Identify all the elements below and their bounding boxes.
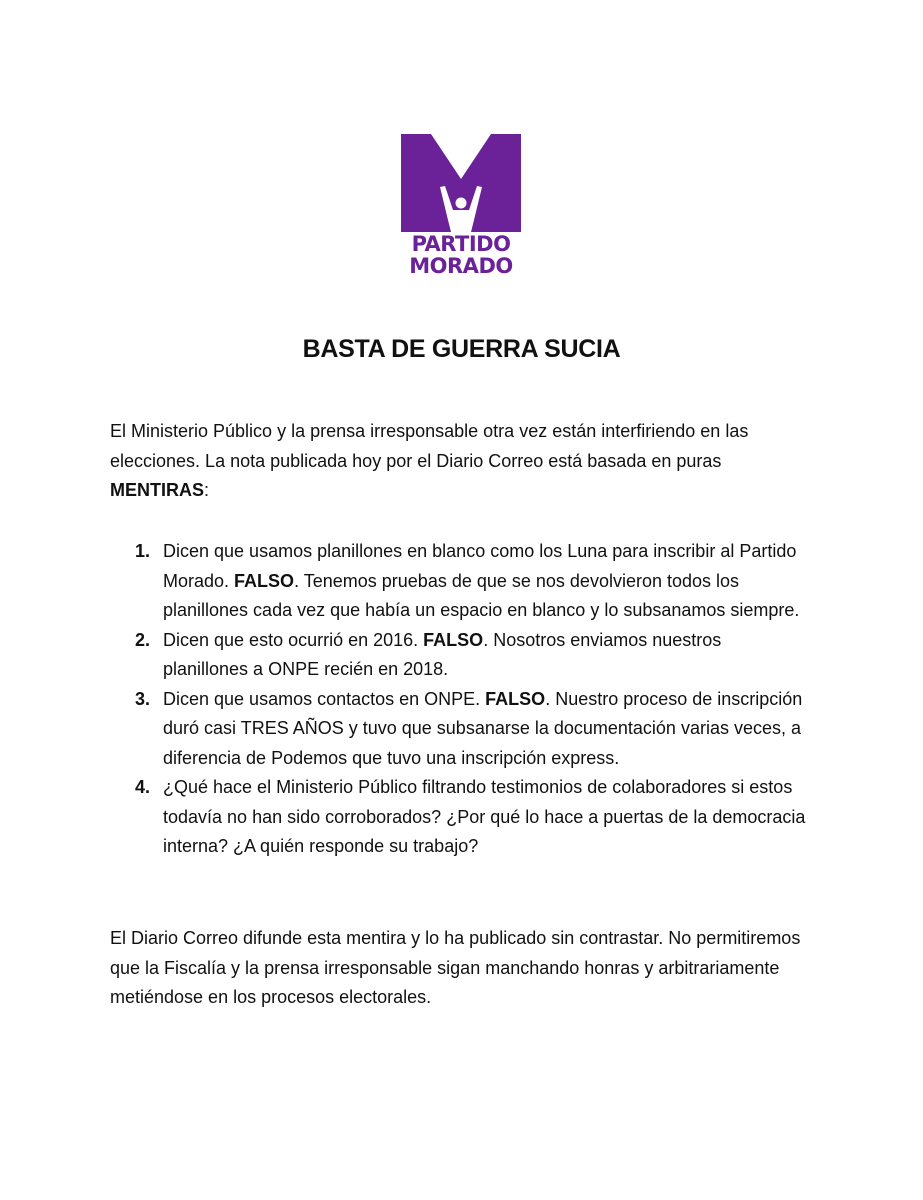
item-text: Dicen que esto ocurrió en 2016.	[163, 629, 424, 650]
item-text-after: . Nuestro proceso de inscripción duró casi TRES AÑOS y tuvo que subsanarse la documentación varias veces, a diferencia de Podemos que tuvo una inscripción express.	[163, 688, 803, 768]
intro-end: :	[204, 480, 210, 500]
item-bold: FALSO	[234, 570, 295, 591]
intro-text: El Ministerio Público y la prensa irresponsable otra vez están interfiriendo en las elecciones. La nota publicada hoy por el Diario Correo está basada en puras	[110, 421, 749, 471]
item-number: 4.	[135, 777, 151, 797]
list-item	[110, 626, 810, 685]
list-item	[110, 773, 810, 862]
partido-morado-logo	[401, 134, 521, 277]
document-title: BASTA DE GUERRA SUCIA	[302, 335, 621, 363]
claims-list	[110, 537, 810, 862]
logo-line-2: MORADO	[409, 254, 513, 278]
logo-m-mark	[401, 134, 521, 232]
item-number: 3.	[135, 688, 151, 709]
intro-emphasis: MENTIRAS	[110, 480, 204, 500]
closing-paragraph: El Diario Correo difunde esta mentira y lo ha publicado sin contrastar. No permitiremos que la Fiscalía y la prensa irresponsable sigan manchando honras y arbitrariamente metiéndose en los procesos electorales.	[110, 928, 801, 1007]
item-number: 2.	[135, 629, 151, 650]
item-text: Dicen que usamos contactos en ONPE.	[163, 688, 486, 709]
item-bold: FALSO	[485, 688, 546, 709]
item-bold: FALSO	[423, 629, 484, 650]
logo-line-1: PARTIDO	[411, 232, 511, 256]
intro-paragraph	[110, 417, 810, 506]
item-number: 1.	[135, 541, 151, 561]
item-text: ¿Qué hace el Ministerio Público filtrando testimonios de colaboradores si estos todavía no han sido corroborados? ¿Por qué lo hace a puertas de la democracia interna? ¿A quién responde su trabajo?	[163, 777, 806, 856]
item-text-after: . Tenemos pruebas de que se nos devolvieron todos los planillones cada vez que había un espacio en blanco y lo subsanamos siempre.	[163, 570, 800, 620]
item-text-after: . Nosotros enviamos nuestros planillones a ONPE recién en 2018.	[163, 629, 722, 679]
list-item	[110, 685, 810, 774]
item-text: Dicen que usamos planillones en blanco como los Luna para inscribir al Partido Morado.	[163, 541, 797, 591]
list-item	[110, 537, 810, 626]
